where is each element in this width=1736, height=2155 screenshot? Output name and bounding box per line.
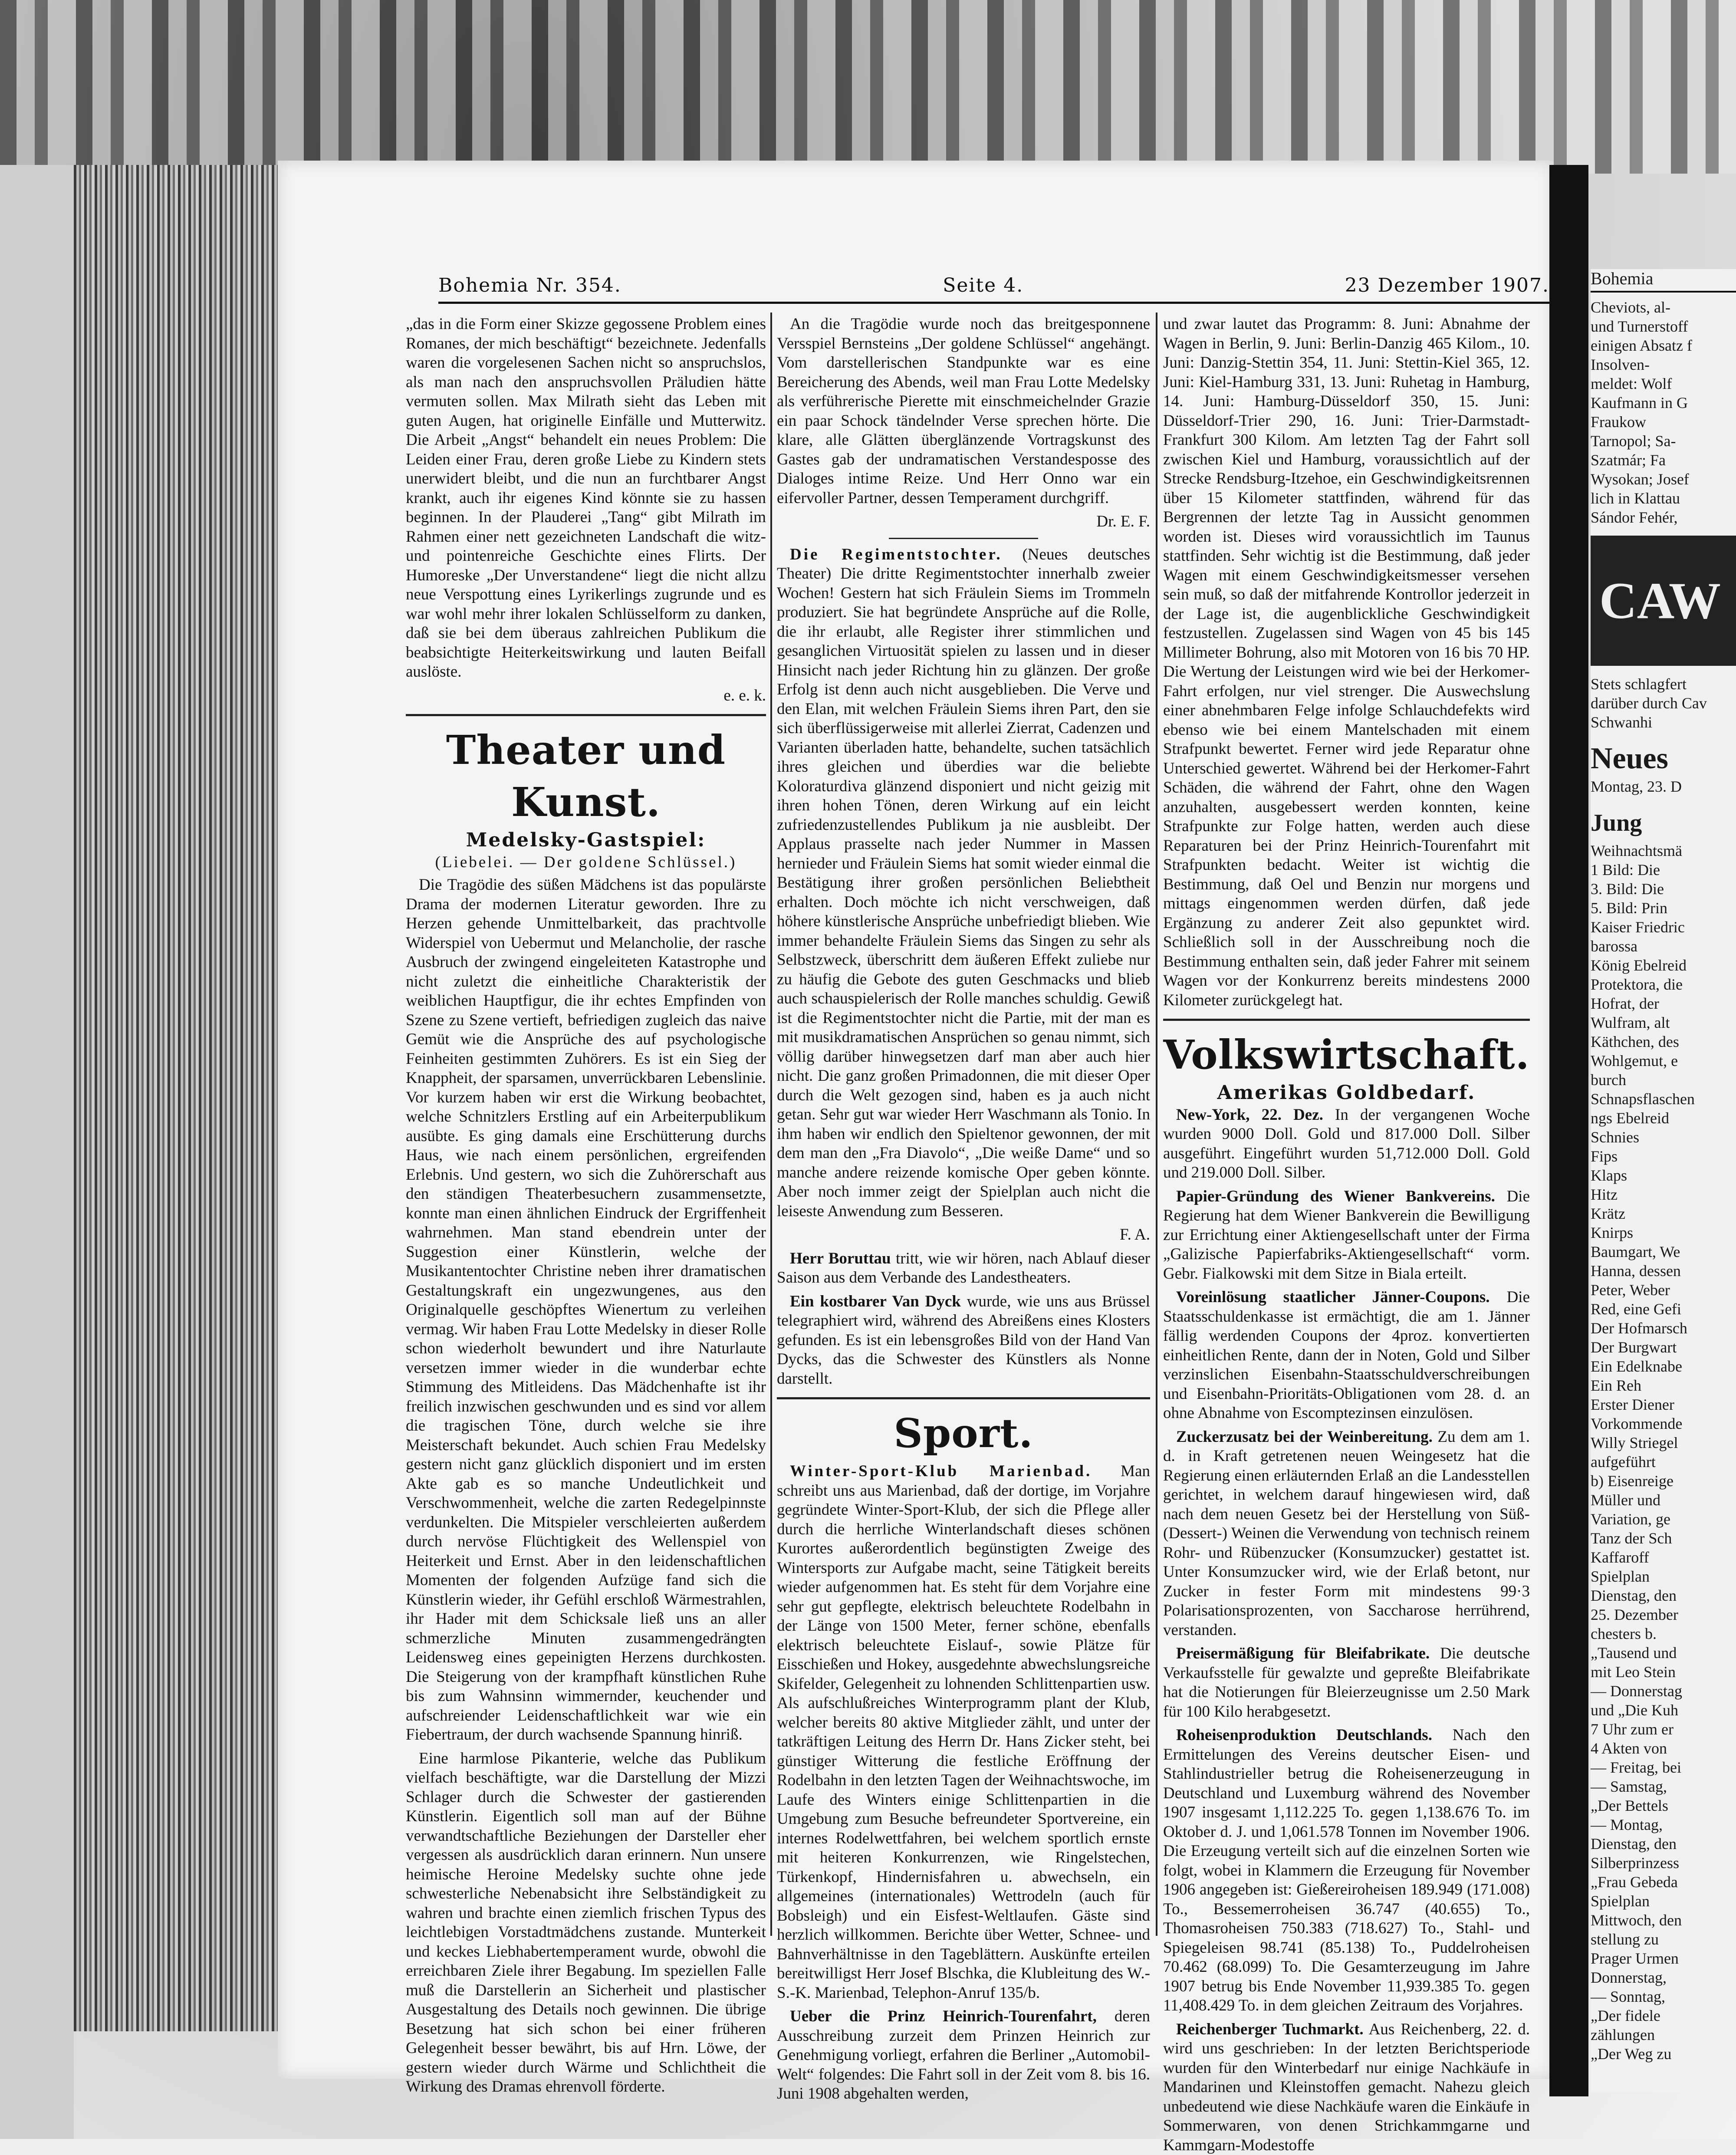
next-page-line: Sándor Fehér, bbox=[1591, 509, 1678, 526]
next-page-line: „Der Bettels bbox=[1591, 1797, 1668, 1814]
next-page-line: Mittwoch, den bbox=[1591, 1912, 1682, 1929]
next-page-line: stellung zu bbox=[1591, 1931, 1659, 1948]
section-rule bbox=[1163, 1019, 1530, 1021]
next-page-line: Kaiser Friedric bbox=[1591, 918, 1685, 936]
next-page-line: Dienstag, den bbox=[1591, 1587, 1677, 1604]
next-page-line: Szatmár; Fa bbox=[1591, 451, 1666, 469]
article-text: und zwar lautet das Programm: 8. Juni: Abnahme der Wagen in Berlin, 9. Juni: Berlin-Danzig 465 Kilom., 10. Juni: Danzig-Stettin 354, 11. Juni: Stettin-Kiel 365, 12. Juni: Kiel-Hamburg 331, 13. Juni: Ruhetag in Hamburg, 14. Juni: Hamburg-Düsseldorf 350, 15. Juni: Düsseldorf-Trier 290, 16. Juni: Trier-Darmstadt-Frankfurt 300 Kilom. Am letzten Tag der Fahrt soll zwischen Kiel und Hamburg, voraussichtlich auf der Strecke Rendsburg-Itzehoe, ein Geschwindigkeitsrennen über 15 Kilometer stattfinden, während für das Bergrennen der letzte Tag in Aussicht genommen worden ist. Dieses wird voraussichtlich im Taunus stattfinden. Sehr wichtig ist die Bestimmung, daß jeder Wagen mit einem Geschwindigkeitsmesser versehen sein muß, so daß der mitfahrende Kontrollor jederzeit in der Lage ist, die augenblickliche Geschwindigkeit festzustellen. Zugelassen sind Wagen von 45 bis 145 Millimeter Bohrung, also mit Motoren von 16 bis 70 HP. Die Wertung der Leistungen wird wie bei der Herkomer-Fahrt erfolgen, nur viel strenger. Die Auswechslung einer abnehmbaren Felge infolge Schlauchdefekts wird ebenso wie bei einem Mantelschaden mit einem Strafpunkt bewertet. Ferner wird jede Reparatur ohne Unterschied gewertet. Während bei der Herkomer-Fahrt Schäden, die während der Fahrt, ohne den Wagen anzuhalten, ausgebessert werden konnten, keine Strafpunkte zur Folge hatten, werden auch diese Reparaturen bei der Prinz Heinrich-Tourenfahrt mit Strafpunkten bedacht. Weiter ist wichtig die Bestimmung, daß Oel und Benzin nur morgens und mittags eingenommen werden dürfen, daß jede Ergänzung zu anderer Zeit also gepunktet wird. Schließlich soll in der Ausschreibung noch die Bestimmung enthalten sein, daß jeder Fahrer mit seinem Wagen vor der Konkurrenz bereits mindestens 2000 Kilometer zurückgelegt hat. bbox=[1163, 315, 1530, 1009]
header-date: 23 Dezember 1907. bbox=[1345, 274, 1549, 296]
next-page-line: Dienstag, den bbox=[1591, 1835, 1677, 1852]
article-text: „das in die Form einer Skizze gegossene Problem eines Romanes, der mich beschäftigt“ bezeichnete. Jedenfalls waren die vorgelesenen Sachen nicht so anspruchslos, als man nach den anspruchsvollen Präludien hätte vermuten sollen. Max Milrath sieht das Leben mit guten Augen, hat originelle Einfälle und Mutterwitz. Die Arbeit „Angst“ behandelt ein neues Problem: Die Leiden einer Frau, deren große Liebe zu Kindern stets unerwidert bleibt, und die nun an furchtbarer Angst krankt, auch ihr eigenes Kind könnte sie zu hassen beginnen. In der Plauderei „Tang“ gibt Milrath im Rahmen einer nett gezeichneten Landschaft die witz- und pointenreiche Geschichte eines Flirts. Der Humoreske „Der Unverstandene“ liegt die nicht allzu neue Verspottung eines Lyrikerlings zugrunde und es war wohl mehr ihrer lokalen Schlüsselform zu danken, daß sie bei dem überaus zahlreichen Publikum die beabsichtigte Heiterkeitswirkung und lauten Beifall auslöste. bbox=[406, 315, 766, 681]
article-subsubtitle: (Liebelei. — Der goldene Schlüssel.) bbox=[435, 853, 737, 871]
article-lead: Winter-Sport-Klub Marienbad. bbox=[790, 1462, 1092, 1480]
article-text: Die Staatsschuldenkasse ist ermächtigt, die am 1. Jänner fällig werdenden Coupons der 4proz. konvertierten einheitlichen Rente, dann der in Noten, Gold und Silber verzinslichen Eisenbahn-Staatsschuldverschreibungen und Eisenbahn-Prioritäts-Obligationen vom 28. d. an ohne Abnahme von Escomptezinsen einzulösen. bbox=[1163, 1288, 1530, 1422]
header-publication: Bohemia Nr. 354. bbox=[438, 274, 621, 296]
next-page-line: zählungen bbox=[1591, 2026, 1655, 2043]
next-page-line: Schwanhi bbox=[1591, 714, 1652, 731]
next-page-line: Peter, Weber bbox=[1591, 1281, 1670, 1299]
article-signature: F. A. bbox=[1119, 1226, 1150, 1244]
article-rule bbox=[889, 538, 1038, 539]
next-page-line: Käthchen, des bbox=[1591, 1033, 1679, 1050]
next-page-line: „Frau Gebeda bbox=[1591, 1873, 1678, 1891]
next-page-line: aufgeführt bbox=[1591, 1453, 1656, 1471]
next-page-line: Vorkommende bbox=[1591, 1415, 1683, 1432]
section-rule bbox=[406, 714, 766, 716]
next-page-line: Klaps bbox=[1591, 1167, 1627, 1184]
article-signature: Dr. E. F. bbox=[1096, 513, 1150, 530]
column-3 bbox=[1163, 315, 1530, 2154]
article-text: tritt, wie wir hören, nach Ablauf dieser Saison aus dem Verbande des Landestheaters. bbox=[777, 1249, 1151, 1286]
book-page-edges bbox=[74, 165, 291, 2031]
next-page-lines-bottom bbox=[1591, 841, 1736, 2063]
next-page-line: meldet: Wolf bbox=[1591, 375, 1672, 392]
article-text: Die deutsche Verkaufsstelle für gewalzte und gepreßte Bleifabrikate hat die Notierungen für Bleierzeugnisse um 2.50 Mark für 100 Kilo herabgesetzt. bbox=[1163, 1645, 1530, 1721]
next-page-line: Fips bbox=[1591, 1148, 1618, 1165]
article-text: Die Tragödie des süßen Mädchens ist das populärste Drama der modernen Literatur geworden. Ihre zu Herzen gehende Unmittelbarkeit, das prachtvolle Widerspiel von Uebermut und Melancholie, der rasche Ausbruch der zwingend eingeleiteten Katastrophe und nicht zuletzt die einheitliche Charakteristik der weiblichen Hauptfigur, die ihr echtes Empfinden von Szene zu Szene vertieft, befriedigen zugleich das naive Gemüt wie die Ansprüche des auf psychologische Feinheiten gestimmten Zuhörers. Es ist ein Sieg der Knappheit, der sparsamen, unverrückbaren Lebenslinie. Vor kurzem haben wir erst die Wirkung beobachtet, welche Schnitzlers Erstling auf ein Arbeiterpublikum ausübte. Es ging damals eine Erschütterung durchs Haus, wie nach einem persönlichen, ergreifenden Erlebnis. Und gestern, wo sich die Zuhörerschaft aus den ständigen Theaterbesuchern zusammensetzte, konnte man einen ähnlichen Eindruck der Ergriffenheit wahrnehmen. Man stand ebendrein unter der Suggestion einer Künstlerin, welche der Musikantentochter Christine neben ihrer dramatischen Gestaltungskraft ein ungezwungenes, aus den Originalquelle geschöpftes Wienertum zu verleihen vermag. Wir haben Frau Lotte Medelsky in dieser Rolle schon wiederholt bewundert und ihre Naturlaute versetzen immer wieder in die wunderbar echte Stimmung des Mitleidens. Das Mädchenhafte ist ihr freilich inzwischen geschwunden und es sind vor allem die tragischen Töne, durch welche sie ihre Meisterschaft bekundet. Auch schien Frau Medelsky gestern nicht ganz glücklich disponiert und im ersten Akte gab es so manche Undeutlichkeit und Verschwommenheit, welche die zarten Redegelpinnste verdunkelten. Die Mitspieler verschleierten außerdem durch nervöse Flüchtigkeit des Wellenspiel von Heiterkeit und Ernst. Aber in den leidenschaftlichen Momenten der folgenden Aufzüge fand sich die Künstlerin wieder, ihr Gefühl erschloß Wärmestrahlen, ihr Hader mit dem Schicksale ließ uns an aller schmerzliche Minuten zusammengedrängten Leidensweg eines gepeinigten Herzens durchkosten. Die Steigerung von der krampfhaft künstlichen Ruhe bis zum Wahnsinn wimmernder, keuchender und aufschreiender Leidenschaftlichkeit war wie ein Fiebertraum, der durch wachsende Spannung hinriß. bbox=[406, 876, 766, 1744]
next-page-line: burch bbox=[1591, 1071, 1626, 1089]
article-text: An die Tragödie wurde noch das breitgesponnene Versspiel Bernsteins „Der goldene Schlüssel“ angehängt. Vom darstellerischen Standpunkte war es eine Bereicherung des Abends, weil man Frau Lotte Medelsky als verführerische Pierette mit einschmeichelnder Grazie ein paar Schock tändelnder Verse sprechen hörte. Die klare, alle Glätten überglänzende Vortragskunst des Gastes gab der undramatischen Verstandesposse des Dialoges intime Reize. Und Herr Onno war ein eifervoller Partner, dessen Temperament durchgriff. bbox=[777, 315, 1150, 507]
article-text: Die Regierung hat dem Wiener Bankverein die Bewilligung zur Errichtung einer Aktiengesellschaft unter der Firma „Galizische Papierfabriks-Aktiengesellschaft“ vorm. Gebr. Fialkowski mit dem Sitze in Biala erteilt. bbox=[1163, 1187, 1530, 1283]
next-page-line: Spielplan bbox=[1591, 1568, 1650, 1585]
next-page-line: Der Burgwart bbox=[1591, 1339, 1677, 1356]
section-title-sport: Sport. bbox=[894, 1410, 1033, 1457]
next-page-line: 4 Akten von bbox=[1591, 1740, 1667, 1757]
article-text: Nach den Ermittelungen des Vereins deutscher Eisen- und Stahlindustrieller betrug die Roheisenerzeugung in Deutschland und Luxemburg während des November 1907 insgesamt 1,112.225 To. gegen 1,138.676 To. im Oktober d. J. und 1,061.578 Tonnen im November 1906. Die Erzeugung verteilt sich auf die einzelnen Sorten wie folgt, wobei in Klammern die Erzeugung für November 1906 angegeben ist: Gießereiroheisen 189.949 (171.008) To., Bessemerroheisen 36.747 (40.655) To., Thomasroheisen 750.383 (718.627) To., Stahl- und Spiegeleisen 98.741 (85.138) To., Puddelroheisen 70.462 (68.099) To. Die Gesamterzeugung im Jahre 1907 betrug bis Ende November 11,939.385 To. gegen 11,408.429 To. in dem gleichen Zeitraum des Vorjahres. bbox=[1163, 1726, 1530, 2014]
section-rule bbox=[777, 1397, 1150, 1399]
article-lead: Die Regimentstochter. bbox=[790, 545, 1003, 563]
next-page-lines-top bbox=[1591, 298, 1736, 527]
next-page-line: Silberprinzess bbox=[1591, 1854, 1679, 1872]
next-page-line: Weihnachtsmä bbox=[1591, 842, 1683, 859]
article-lead: Ueber die Prinz Heinrich-Tourenfahrt, bbox=[790, 2007, 1097, 2025]
article-lead: Reichenberger Tuchmarkt. bbox=[1176, 2020, 1364, 2038]
next-page-line: darüber durch Cav bbox=[1591, 694, 1707, 712]
next-page-line: „Tausend und bbox=[1591, 1644, 1677, 1661]
article-text: In der vergangenen Woche wurden 9000 Doll. Gold und 817.000 Doll. Silber ausgeführt. Eingeführt wurden 51,712.000 Doll. Gold und 219.000 Doll. Silber. bbox=[1163, 1105, 1530, 1181]
next-page-line: 7 Uhr zum er bbox=[1591, 1721, 1674, 1738]
next-page-line: mit Leo Stein bbox=[1591, 1663, 1676, 1681]
next-page-line: Wohlgemut, e bbox=[1591, 1052, 1678, 1069]
advertisement-logo: CAW bbox=[1591, 536, 1736, 666]
next-page-line: Hitz bbox=[1591, 1186, 1618, 1203]
scan-left-margin bbox=[0, 165, 74, 2139]
next-page-line: Krätz bbox=[1591, 1205, 1625, 1222]
next-page-line: Red, eine Gefi bbox=[1591, 1300, 1681, 1318]
next-page-line: Ein Reh bbox=[1591, 1377, 1641, 1394]
next-page-line: König Ebelreid bbox=[1591, 957, 1687, 974]
next-page-line: Prager Urmen bbox=[1591, 1950, 1679, 1967]
next-page-line: Schnies bbox=[1591, 1128, 1639, 1146]
next-page-line: Kaffaroff bbox=[1591, 1549, 1649, 1566]
article-text: Aus Reichenberg, 22. d. wird uns geschrieben: In der letzten Berichtsperiode wurden für den Winterbedarf nur einige Nachkäufe in Mandarinen und Kleinstoffen gemacht. Nahezu gleich unbedeutend wie diese Nachkäufe waren die Einkäufe in Sommerwaren, von denen Strichkammgarne und Kammgarn-Modestoffe bbox=[1163, 2020, 1530, 2154]
section-title-volkswirtschaft: Volkswirtschaft. bbox=[1163, 1031, 1530, 1078]
next-page-line: Müller und bbox=[1591, 1491, 1660, 1509]
next-page-line: Variation, ge bbox=[1591, 1510, 1670, 1528]
next-page-ad-lines bbox=[1591, 674, 1736, 732]
next-page-line: Wulfram, alt bbox=[1591, 1014, 1670, 1031]
page-header bbox=[438, 260, 1549, 304]
next-page-line: einigen Absatz f bbox=[1591, 337, 1692, 354]
header-page-number: Seite 4. bbox=[943, 274, 1024, 296]
next-page-line: Protektora, die bbox=[1591, 976, 1683, 993]
next-page-line: — Samstag, bbox=[1591, 1778, 1667, 1795]
next-page-subheading: Jung bbox=[1591, 809, 1642, 836]
article-lead: Roheisenproduktion Deutschlands. bbox=[1176, 1726, 1432, 1744]
column-2 bbox=[777, 315, 1151, 2102]
next-page-line: — Freitag, bei bbox=[1591, 1759, 1681, 1776]
next-page-line: ngs Ebelreid bbox=[1591, 1109, 1669, 1127]
article-text: (Neues deutsches Theater) Die dritte Regimentstochter innerhalb zweier Wochen! Gestern hat sich Fräulein Siems im Trommeln produziert. Sie hat begründete Ansprüche auf die Rolle, die ihr erlaubt, alle Register ihrer stimmlichen und gesanglichen Virtuosität spielen zu lassen und in dieser Hinsicht nach jeder Richtung hin zu glänzen. Der große Erfolg ist denn auch nicht ausgeblieben. Die Verve und den Elan, mit welchen Fräulein Siems ihren Part, den sie sich überflüssigerweise mit allerlei Zierrat, Cadenzen und Varianten überladen hatte, behandelte, suchen tatsächlich ihres gleichen und überdies war die beliebte Koloraturdiva glänzend disponiert und nicht geizig mit ihren hohen Tönen, deren Wirkung auf ein leicht zufriedenzustellendes Publikum ja nie ausbleibt. Der Applaus prasselte nach jeder Nummer in Massen hernieder und Fräulein Siems hat somit wieder einmal die Bestätigung ihrer großen persönlichen Beliebtheit erhalten. Doch möchte ich nicht verschweigen, daß höhere künstlerische Ansprüche unbefriedigt blieben. Wie immer behandelte Fräulein Siems das Singen zu sehr als Selbstzweck, überschritt dem äußeren Effekt zuliebe nur zu häufig die Gebote des guten Geschmacks und blieb auch schauspielerisch der Rolle manches schuldig. Gewiß ist die Regimentstochter nicht die Partie, mit der man es mit musikdramatischen Ansprüchen so genau nimmt, sich völlig darüber hinwegsetzen darf man aber auch hier nicht. Die ganz großen Primadonnen, die mit dieser Oper durch die Welt gezogen sind, haben es ja auch nicht getan. Sehr gut war wieder Herr Waschmann als Tonio. In ihm haben wir endlich den Spieltenor gewonnen, der mit dem man den „Fra Diavolo“, „Die weiße Dame“ und so manche andere reizende komische Oper geben könnte. Aber noch immer zeigt der Spielplan auch nicht die leiseste Anwendung zum Besseren. bbox=[777, 545, 1150, 1220]
next-page-line: Stets schlagfert bbox=[1591, 675, 1687, 693]
book-gutter-shadow bbox=[1549, 165, 1588, 2096]
next-page-line: Baumgart, We bbox=[1591, 1243, 1680, 1260]
article-text: wurde, wie uns aus Brüssel telegraphiert wird, während des Abreißens eines Klosters gefunden. Es ist ein lebensgroßes Bild von der Hand Van Dycks, das die Schwester des Künstlers als Nonne darstellt. bbox=[777, 1292, 1151, 1388]
column-1 bbox=[406, 315, 766, 2096]
next-page-line: chesters b. bbox=[1591, 1625, 1657, 1642]
next-page-line: Wysokan; Josef bbox=[1591, 470, 1689, 488]
next-page-line: „Der Weg zu bbox=[1591, 2045, 1672, 2063]
next-page-line: Insolven- bbox=[1591, 356, 1650, 373]
next-page-line: — Sonntag, bbox=[1591, 1988, 1666, 2005]
article-lead: Preisermäßigung für Bleifabrikate. bbox=[1176, 1645, 1430, 1662]
next-page-line: Schnapsflaschen bbox=[1591, 1090, 1695, 1108]
next-page-header: Bohemia bbox=[1591, 269, 1736, 293]
next-page-line: Knirps bbox=[1591, 1224, 1633, 1241]
article-lead: Ein kostbarer Van Dyck bbox=[790, 1292, 961, 1310]
next-page-line: Willy Striegel bbox=[1591, 1434, 1678, 1451]
article-text: Eine harmlose Pikanterie, welche das Publikum vielfach beschäftigte, war die Darstellung der Mizzi Schlager durch die Schwester der gastierenden Künstlerin. Eigentlich soll man auf der Bühne verwandtschaftliche Beziehungen der Darsteller eher vergessen als ausdrücklich daran erinnern. Nun unsere heimische Heroine Medelsky suchte ohne jede schwesterliche Nebenabsicht ihre Selbständigkeit zu wahren und brachte einen ziemlich frischen Typus des leichtlebigen Vorstadtmädchens zustande. Munterkeit und keckes Liebhabertemperament wurde, obwohl die erreichbaren Ziele ihrer Begabung. Im speziellen Falle muß die Darstellerin an Sicherheit und plastischer Ausgestaltung des Details noch gewinnen. Die übrige Besetzung hat sich schon bei einer früheren Gelegenheit besser bewährt, bis auf Hrn. Löwe, der gestern wieder durch Wärme und Schlichtheit die Wirkung des Dramas ehrenvoll förderte. bbox=[406, 1749, 766, 2096]
scan-top-noise bbox=[0, 0, 1736, 174]
next-page-line: 1 Bild: Die bbox=[1591, 861, 1660, 878]
next-page-line: Ein Edelknabe bbox=[1591, 1358, 1682, 1375]
next-page-line: und Turnerstoff bbox=[1591, 318, 1688, 335]
article-signature: e. e. k. bbox=[723, 686, 766, 704]
next-page-line: — Donnerstag bbox=[1591, 1682, 1682, 1700]
next-page-line: Erster Diener bbox=[1591, 1396, 1674, 1413]
section-title-theater: Theater und Kunst. bbox=[446, 727, 726, 826]
next-page-line: lich in Klattau bbox=[1591, 490, 1680, 507]
next-page-fragment bbox=[1591, 269, 1736, 2092]
next-page-date: Montag, 23. D bbox=[1591, 778, 1682, 795]
next-page-line: Tanz der Sch bbox=[1591, 1530, 1672, 1547]
article-subtitle: Amerikas Goldbedarf. bbox=[1217, 1082, 1476, 1104]
article-lead: Herr Boruttau bbox=[790, 1249, 891, 1267]
article-lead: Zuckerzusatz bei der Weinbereitung. bbox=[1176, 1428, 1433, 1446]
article-lead: New-York, 22. Dez. bbox=[1176, 1105, 1323, 1124]
next-page-line: Cheviots, al- bbox=[1591, 299, 1670, 316]
column-divider-2 bbox=[1156, 313, 1157, 1936]
article-lead: Voreinlösung staatlicher Jänner-Coupons. bbox=[1176, 1288, 1490, 1306]
column-divider-1 bbox=[770, 313, 772, 1936]
article-text: deren Ausschreibung zurzeit dem Prinzen Heinrich zur Genehmigung vorliegt, erfahren die Berliner „Automobil-Welt“ folgendes: Die Fahrt soll in der Zeit vom 8. bis 16. Juni 1908 abgehalten werden, bbox=[777, 2007, 1150, 2102]
article-lead: Papier-Gründung des Wiener Bankvereins. bbox=[1176, 1187, 1495, 1205]
next-page-line: 5. Bild: Prin bbox=[1591, 899, 1668, 917]
next-page-line: — Montag, bbox=[1591, 1816, 1663, 1833]
next-page-line: „Der fidele bbox=[1591, 2007, 1660, 2024]
next-page-line: und „Die Kuh bbox=[1591, 1701, 1678, 1719]
next-page-line: Donnerstag, bbox=[1591, 1969, 1667, 1986]
article-text: Man schreibt uns aus Marienbad, daß der dortige, im Vorjahre gegründete Winter-Sport-Klub, der sich die Pflege aller durch die herrliche Winterlandschaft dieses schönen Kurortes außerordentlich begünstigten Zweige des Wintersports zur Aufgabe macht, seine Tätigkeit bereits wieder aufgenommen hat. Es steht für dem Vorjahre eine sehr gut gepflegte, elektrisch beleuchtete Rodelbahn in der Länge von 1500 Meter, ferner schöne, ebenfalls elektrisch beleuchtete Eislauf-, sowie Plätze für Eisschießen und Hokey, ausgedehnte abwechslungsreiche Skifelder, Gelegenheit zu lohnenden Schlittenpartien usw. Als aufschlußreiches Winterprogramm plant der Klub, welcher bereits 80 aktive Mitglieder zählt, und unter der tatkräftigen Leitung des Herrn Dr. Hans Zicker steht, bei günstiger Witterung die festliche Eröffnung der Rodelbahn in den letzten Tagen der Weihnachtswoche, im Laufe des Winters einige Schlittenpartien in die Umgebung zum Besuche befreundeter Sportvereine, ein internes Rodelwettfahren, bei welchem sportlich ernste mit heiteren Konkurrenzen, wie Ringelstechen, Türkenkopf, Hindernisfahren u. abwechseln, ein allgemeines (internationales) Wettrodeln (auch für Bobsleigh) und ein Eisfest-Weltlaufen. Gäste sind herzlich willkommen. Berichte über Wetter, Schnee- und Bahnverhältnisse in den Tageblättern. Auskünfte erteilen bereitwilligst Herr Josef Blschka, die Klubleitung des W.-S.-K. Marienbad, Telephon-Anruf 135/b. bbox=[777, 1462, 1150, 2002]
article-text: Zu dem am 1. d. in Kraft getretenen neuen Weingesetz hat die Regierung einen erläuternden Erlaß an die Landesstellen gerichtet, in welchem darauf hingewiesen wird, daß nach dem neuen Gesetz bei der Herstellung von Süß- (Dessert-) Weinen die Verwendung von technisch reinem Rohr- und Rübenzucker (Konsumzucker) gestattet ist. Unter Konsumzucker wird, wie der Erlaß betont, nur Zucker in fester Form mit mindestens 99·3 Polarisationsprozenten, von Saccharose herrührend, verstanden. bbox=[1163, 1428, 1530, 1639]
article-subtitle: Medelsky-Gastspiel: bbox=[466, 829, 706, 851]
next-page-line: barossa bbox=[1591, 938, 1637, 955]
next-page-line: Kaufmann in G bbox=[1591, 394, 1688, 411]
next-page-line: Spielplan bbox=[1591, 1892, 1650, 1910]
next-page-line: b) Eisenreige bbox=[1591, 1472, 1674, 1490]
next-page-line: Tarnopol; Sa- bbox=[1591, 432, 1676, 450]
next-page-line: 25. Dezember bbox=[1591, 1606, 1678, 1623]
next-page-line: Der Hofmarsch bbox=[1591, 1319, 1687, 1337]
next-page-line: Hanna, dessen bbox=[1591, 1262, 1681, 1280]
next-page-line: Hofrat, der bbox=[1591, 995, 1659, 1012]
next-page-heading: Neues bbox=[1591, 742, 1668, 775]
next-page-line: Fraukow bbox=[1591, 413, 1646, 431]
next-page-line: 3. Bild: Die bbox=[1591, 880, 1664, 898]
